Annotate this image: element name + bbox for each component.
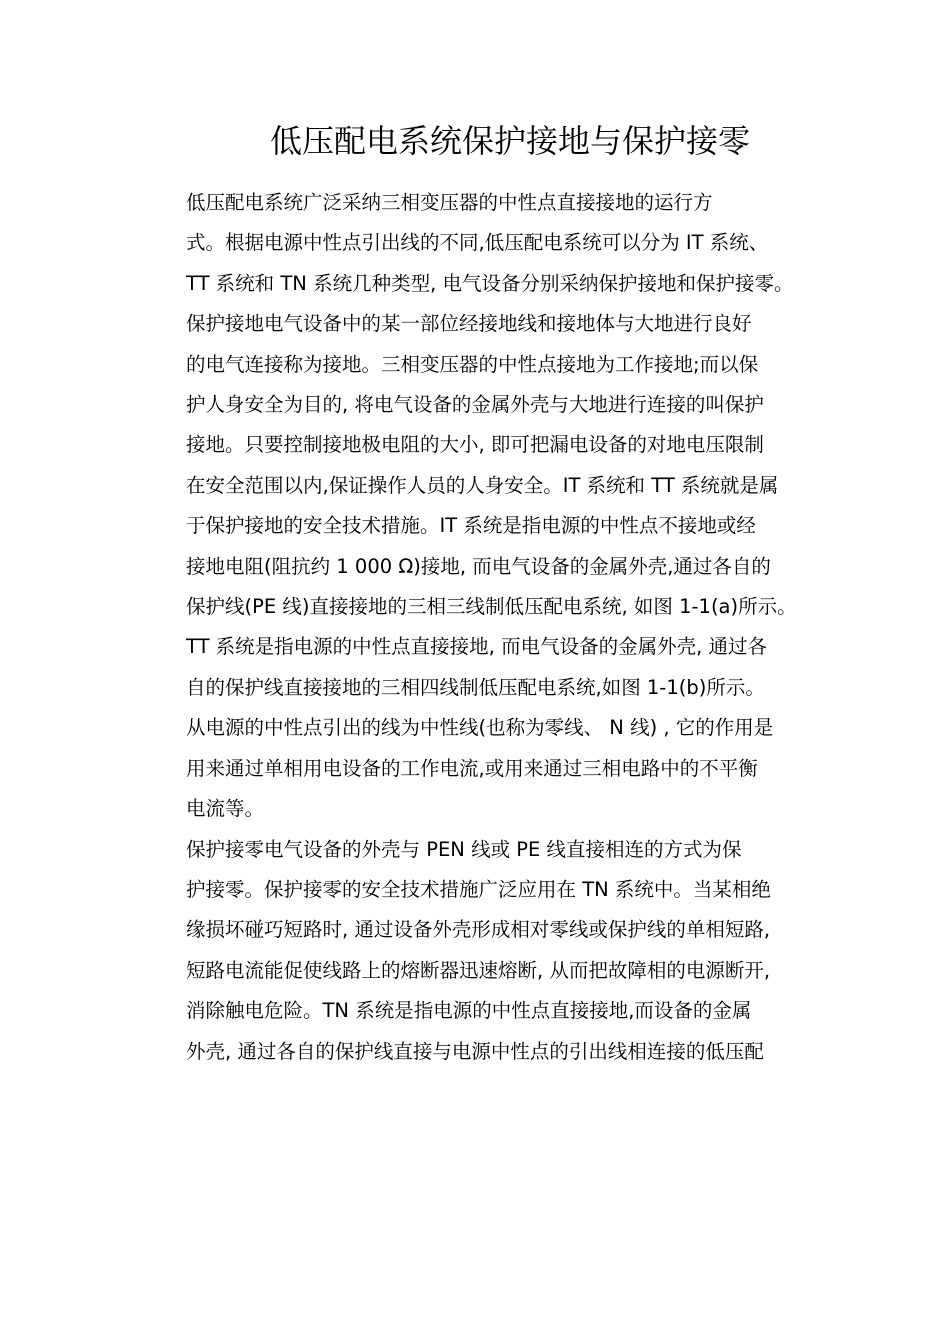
text-line: TT 系统和 TN 系统几种类型, 电气设备分别采纳保护接地和保护接零。 xyxy=(186,271,794,295)
text-line: 护接零。保护接零的安全技术措施广泛应用在 TN 系统中。当某相绝 xyxy=(186,877,771,901)
text-line: 保护接零电气设备的外壳与 PEN 线或 PE 线直接相连的方式为保 xyxy=(186,837,742,861)
document-title: 低压配电系统保护接地与保护接零 xyxy=(269,122,750,160)
text-line: 于保护接地的安全技术措施。IT 系统是指电源的中性点不接地或经 xyxy=(186,514,756,538)
text-line: 低压配电系统广泛采纳三相变压器的中性点直接接地的运行方 xyxy=(186,191,713,214)
paragraph xyxy=(145,183,825,830)
text-line: 护人身安全为目的, 将电气设备的金属外壳与大地进行连接的叫保护 xyxy=(186,393,764,417)
text-line: 缘损坏碰巧短路时, 通过设备外壳形成相对零线或保护线的单相短路, xyxy=(186,918,771,942)
text-line: 保护线(PE 线)直接接地的三相三线制低压配电系统, 如图 1-1(a)所示。 xyxy=(186,595,797,619)
text-line: 从电源的中性点引出的线为中性线(也称为零线、 N 线) , 它的作用是 xyxy=(186,716,774,740)
document-body xyxy=(145,183,825,1072)
text-line: 接地电阻(阻抗约 1 000 Ω)接地, 而电气设备的金属外壳,通过各自的 xyxy=(186,554,771,578)
text-line: TT 系统是指电源的中性点直接接地, 而电气设备的金属外壳, 通过各 xyxy=(186,635,767,659)
text-line: 用来通过单相用电设备的工作电流,或用来通过三相电路中的不平衡 xyxy=(186,756,758,780)
text-line: 电流等。 xyxy=(186,797,265,821)
text-line: 短路电流能促使线路上的熔断器迅速熔断, 从而把故障相的电源断开, xyxy=(186,958,771,982)
paragraph xyxy=(145,830,825,1072)
text-line: 式。根据电源中性点引出线的不同,低压配电系统可以分为 IT 系统、 xyxy=(186,231,769,255)
text-line: 的电气连接称为接地。三相变压器的中性点接地为工作接地;而以保 xyxy=(186,352,759,376)
text-line: 消除触电危险。TN 系统是指电源的中性点直接接地,而设备的金属 xyxy=(186,999,752,1023)
text-line: 保护接地电气设备中的某一部位经接地线和接地体与大地进行良好 xyxy=(186,312,752,336)
text-line: 外壳, 通过各自的保护线直接与电源中性点的引出线相连接的低压配 xyxy=(186,1039,764,1063)
text-line: 在安全范围以内,保证操作人员的人身安全。IT 系统和 TT 系统就是属 xyxy=(186,473,779,497)
text-line: 接地。只要控制接地极电阻的大小, 即可把漏电设备的对地电压限制 xyxy=(186,433,764,457)
text-line: 自的保护线直接接地的三相四线制低压配电系统,如图 1-1(b)所示。 xyxy=(186,675,765,699)
